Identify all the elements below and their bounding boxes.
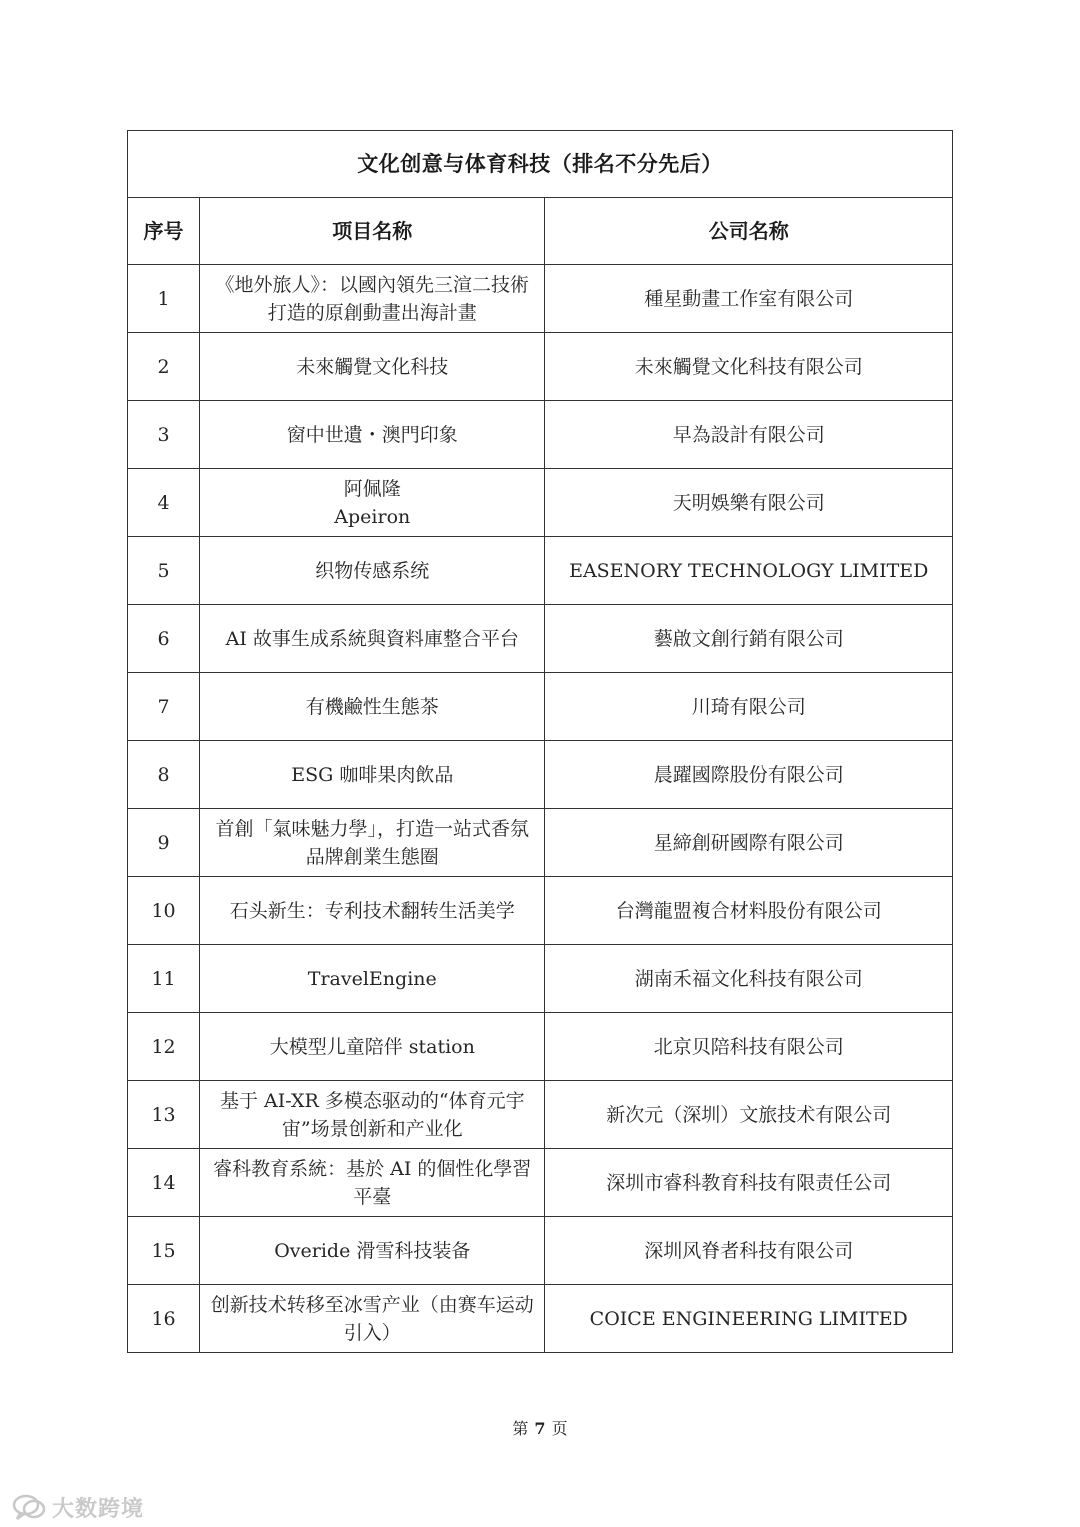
row-company-name: 星締創研國際有限公司 [545, 809, 953, 877]
row-project-name: 首創「氣味魅力學」，打造一站式香氛品牌創業生態圈 [200, 809, 545, 877]
row-project-name: AI 故事生成系統與資料庫整合平台 [200, 605, 545, 673]
row-company-name: EASENORY TECHNOLOGY LIMITED [545, 537, 953, 605]
table-row [128, 1013, 953, 1081]
table-row [128, 1081, 953, 1149]
row-project-name: 石头新生：专利技术翻转生活美学 [200, 877, 545, 945]
row-project-name: ESG 咖啡果肉飲品 [200, 741, 545, 809]
row-index: 7 [128, 673, 200, 741]
row-project-name: 基于 AI-XR 多模态驱动的“体育元宇宙”场景创新和产业化 [200, 1081, 545, 1149]
table-row [128, 537, 953, 605]
row-project-name: 未來觸覺文化科技 [200, 333, 545, 401]
table-row [128, 469, 953, 537]
footer-prefix: 第 [512, 1419, 529, 1438]
table-row [128, 401, 953, 469]
header-company: 公司名称 [545, 198, 953, 265]
row-project-name: 睿科教育系統：基於 AI 的個性化學習平臺 [200, 1149, 545, 1217]
row-company-name: 藝啟文創行銷有限公司 [545, 605, 953, 673]
row-company-name: COICE ENGINEERING LIMITED [545, 1285, 953, 1353]
table-row [128, 1285, 953, 1353]
watermark [12, 1490, 144, 1524]
row-index: 2 [128, 333, 200, 401]
table-row [128, 605, 953, 673]
row-project-name: 阿佩隆 Apeiron [200, 469, 545, 537]
table-row [128, 333, 953, 401]
row-index: 4 [128, 469, 200, 537]
table-body [128, 265, 953, 1353]
row-company-name: 早為設計有限公司 [545, 401, 953, 469]
row-index: 8 [128, 741, 200, 809]
row-index: 3 [128, 401, 200, 469]
row-index: 13 [128, 1081, 200, 1149]
row-company-name: 天明娛樂有限公司 [545, 469, 953, 537]
watermark-text: 大数跨境 [52, 1496, 145, 1522]
row-company-name: 深圳风脊者科技有限公司 [545, 1217, 953, 1285]
row-index: 9 [128, 809, 200, 877]
row-index: 15 [128, 1217, 200, 1285]
row-company-name: 深圳市睿科教育科技有限责任公司 [545, 1149, 953, 1217]
row-index: 14 [128, 1149, 200, 1217]
table-row [128, 945, 953, 1013]
row-project-name: Overide 滑雪科技装备 [200, 1217, 545, 1285]
table-row [128, 673, 953, 741]
row-index: 5 [128, 537, 200, 605]
row-project-name: 大模型儿童陪伴 station [200, 1013, 545, 1081]
footer-suffix: 页 [551, 1419, 568, 1438]
table-row [128, 741, 953, 809]
page-number: 7 [534, 1419, 546, 1438]
row-company-name: 晨躍國際股份有限公司 [545, 741, 953, 809]
header-project: 项目名称 [200, 198, 545, 265]
row-project-name: 有機鹼性生態茶 [200, 673, 545, 741]
table-row [128, 1149, 953, 1217]
row-index: 1 [128, 265, 200, 333]
row-index: 10 [128, 877, 200, 945]
row-company-name: 湖南禾福文化科技有限公司 [545, 945, 953, 1013]
table-title: 文化创意与体育科技（排名不分先后） [128, 131, 953, 198]
row-project-name: 《地外旅人》：以國內領先三渲二技術打造的原創動畫出海計畫 [200, 265, 545, 333]
chat-bubble-logo-icon [12, 1493, 46, 1521]
row-company-name: 台灣龍盟複合材料股份有限公司 [545, 877, 953, 945]
row-company-name: 新次元（深圳）文旅技术有限公司 [545, 1081, 953, 1149]
row-index: 11 [128, 945, 200, 1013]
row-company-name: 未來觸覺文化科技有限公司 [545, 333, 953, 401]
table-row [128, 877, 953, 945]
row-index: 12 [128, 1013, 200, 1081]
table-row [128, 809, 953, 877]
row-project-name: 织物传感系统 [200, 537, 545, 605]
row-project-name: 创新技术转移至冰雪产业（由赛车运动引入） [200, 1285, 545, 1353]
row-company-name: 種星動畫工作室有限公司 [545, 265, 953, 333]
row-index: 6 [128, 605, 200, 673]
row-index: 16 [128, 1285, 200, 1353]
startup-list-table [127, 130, 953, 1353]
header-index: 序号 [128, 198, 200, 265]
row-company-name: 北京贝陪科技有限公司 [545, 1013, 953, 1081]
row-company-name: 川琦有限公司 [545, 673, 953, 741]
table-row [128, 265, 953, 333]
row-project-name: 窗中世遺・澳門印象 [200, 401, 545, 469]
page-footer [0, 1416, 1080, 1439]
table-row [128, 1217, 953, 1285]
row-project-name: TravelEngine [200, 945, 545, 1013]
